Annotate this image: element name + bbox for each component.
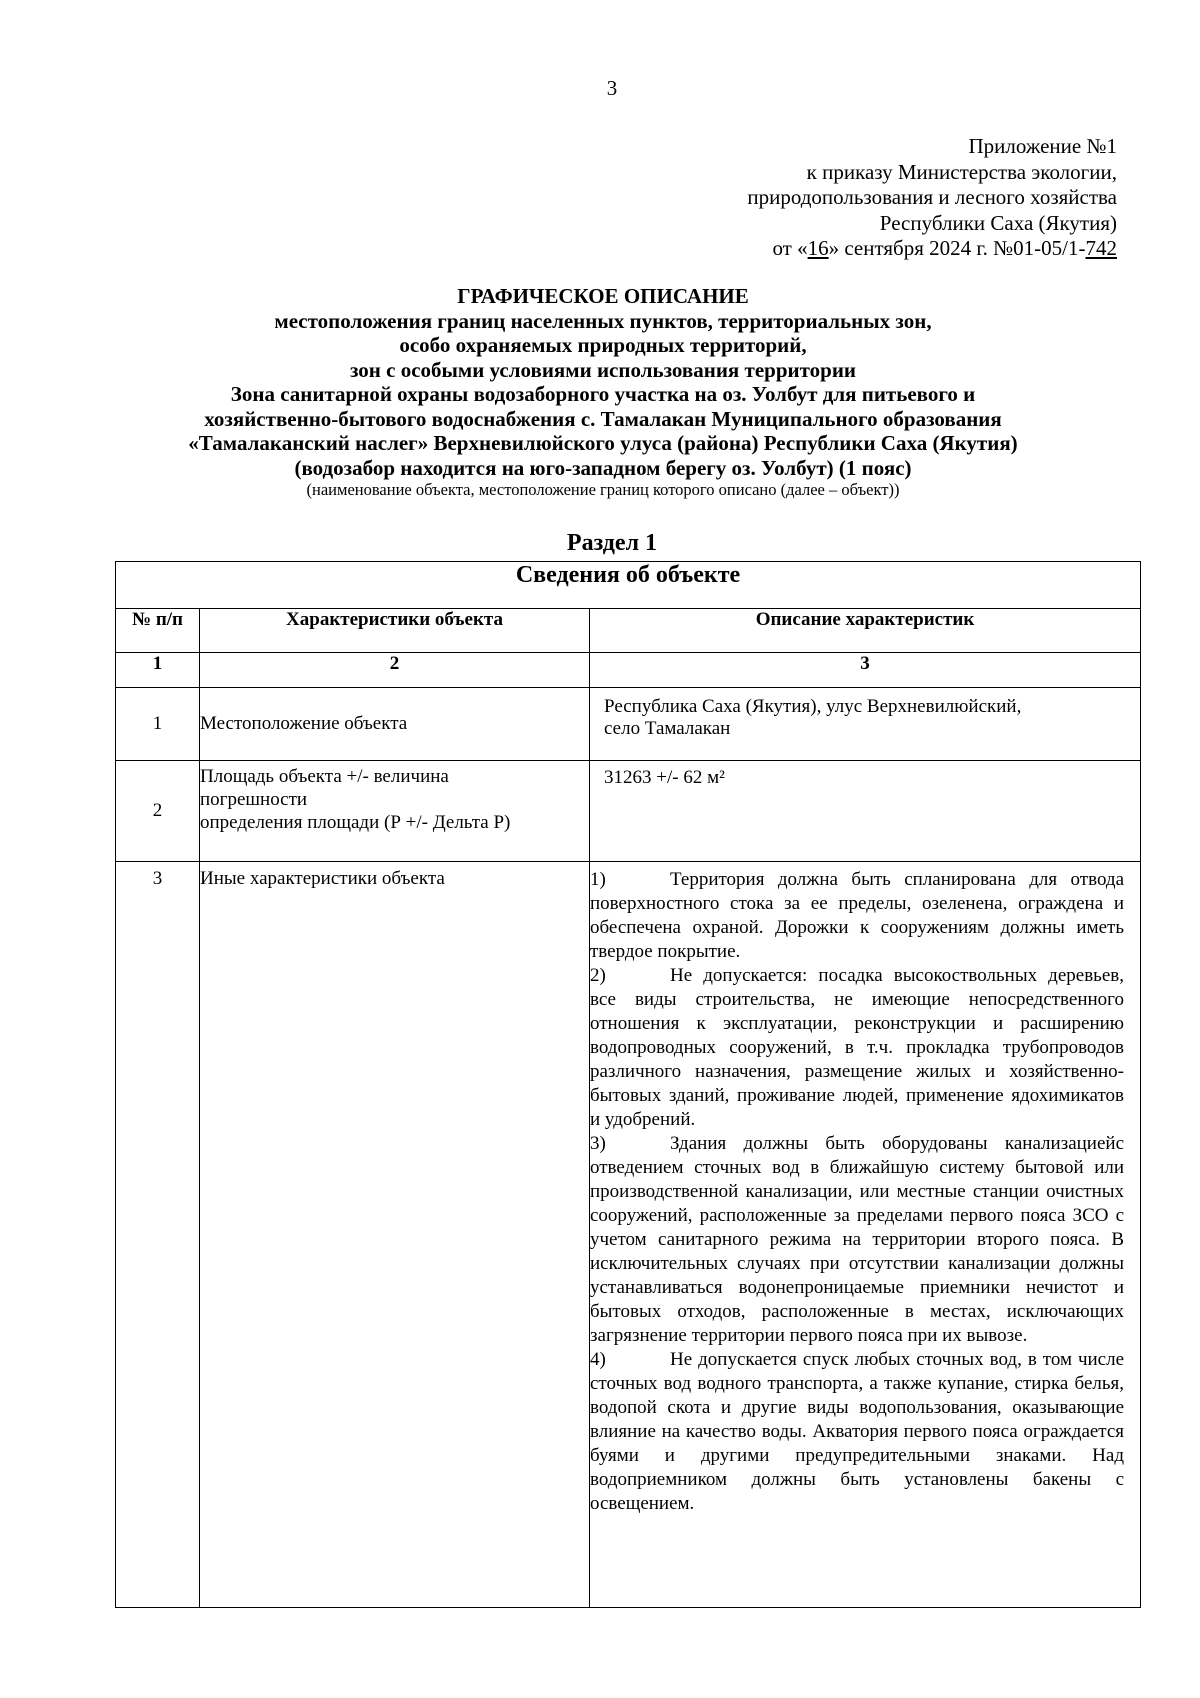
date-day: 16 bbox=[807, 236, 829, 260]
title-line: зон с особыми условиями использования территории bbox=[349, 357, 857, 382]
column-header: № п/п bbox=[116, 609, 200, 653]
section-title: Раздел 1 bbox=[566, 530, 658, 556]
appendix-line: природопользования и лесного хозяйства bbox=[747, 185, 1117, 209]
page-number: 3 bbox=[606, 76, 618, 100]
item-marker: 3) bbox=[590, 1133, 606, 1154]
title-line: особо охраняемых природных территорий, bbox=[399, 333, 807, 357]
description-cell bbox=[590, 688, 1141, 761]
object-name-line: Зона санитарной охраны водозаборного участка на оз. Уолбут для питьевого и bbox=[230, 382, 976, 406]
row-number: 1 bbox=[116, 688, 200, 761]
appendix-block bbox=[747, 134, 1117, 262]
column-header: Характеристики объекта bbox=[200, 609, 590, 653]
characteristic-cell bbox=[200, 761, 590, 862]
column-numbers-row bbox=[116, 653, 1141, 688]
date-prefix: от « bbox=[772, 236, 808, 260]
requirement-item bbox=[590, 1348, 1124, 1516]
object-name-line: хозяйственно-бытового водоснабжения с. Тамалакан Муниципального образования bbox=[204, 406, 1002, 431]
appendix-line: к приказу Министерства экологии, bbox=[806, 159, 1117, 184]
table-row bbox=[116, 862, 1141, 1608]
row-number: 2 bbox=[116, 761, 200, 862]
title-heading: ГРАФИЧЕСКОЕ ОПИСАНИЕ bbox=[457, 284, 749, 308]
column-header: Описание характеристик bbox=[590, 609, 1141, 653]
item-text: Не допускается: посадка высокоствольных деревьев, все виды строительства, не имеющие непосредственного отношения к эксплуатации, реконструкции и расширению водопроводных сооружений, в т.ч. прокладка трубопроводов различного назначения, размещение жилых и хозяйственно-бытовых зданий, проживание людей, применение ядохимикатов и удобрений. bbox=[590, 965, 1125, 1130]
date-middle: » сентября 2024 г. №01-05/1- bbox=[828, 236, 1086, 260]
requirement-item bbox=[590, 868, 1124, 964]
table-heading: Сведения об объекте bbox=[116, 562, 1141, 609]
table-header-row bbox=[116, 609, 1141, 653]
item-marker: 4) bbox=[590, 1349, 606, 1370]
item-marker: 2) bbox=[590, 965, 606, 986]
description-line: Республика Саха (Якутия), улус Верхневилюйский, bbox=[604, 696, 1022, 717]
order-number: 742 bbox=[1085, 236, 1117, 260]
item-text: Здания должны быть оборудованы канализациейс отведением сточных вод в ближайшую систему бытовой или производственной канализации, или местные станции очистных сооружений, расположенные за пределами первого пояса ЗСО с учетом санитарного режима на территории второго пояса. В исключительных случаях при отсутствии канализации должны устанавливаться водонепроницаемые приемники нечистот и бытовых отходов, расположенные в местах, исключающих загрязнение территории первого пояса при их вывозе. bbox=[590, 1133, 1125, 1346]
description-cell: 31263 +/- 62 м² bbox=[590, 761, 1141, 862]
object-name-line: «Тамалаканский наслег» Верхневилюйского улуса (района) Республики Саха (Якутия) bbox=[188, 431, 1018, 455]
item-text: Не допускается спуск любых сточных вод, в том числе сточных вод водного транспорта, а также купание, стирка белья, водопой скота и другие виды водопользования, оказывающие влияние на качество воды. Акватория первого пояса ограждается буями и другими предупредительными знаками. Над водоприемником должны быть установлены бакены с освещением. bbox=[590, 1349, 1125, 1514]
table-heading-row bbox=[116, 562, 1141, 609]
appendix-date-line bbox=[747, 236, 1117, 262]
requirement-item bbox=[590, 1132, 1124, 1348]
appendix-line: Республики Саха (Якутия) bbox=[879, 210, 1117, 235]
characteristic-cell: Иные характеристики объекта bbox=[200, 862, 590, 1608]
row-number: 3 bbox=[116, 862, 200, 1608]
requirement-item bbox=[590, 964, 1124, 1132]
characteristic-cell: Местоположение объекта bbox=[200, 688, 590, 761]
object-info-table bbox=[115, 561, 1141, 1608]
column-number: 3 bbox=[590, 653, 1141, 688]
item-marker: 1) bbox=[590, 869, 606, 890]
characteristic-line: погрешности bbox=[200, 789, 308, 810]
document-title bbox=[60, 284, 1146, 500]
characteristic-line: определения площади (Р +/- Дельта Р) bbox=[200, 812, 511, 833]
column-number: 1 bbox=[116, 653, 200, 688]
object-name-line: (водозабор находится на юго-западном берегу оз. Уолбут) (1 пояс) bbox=[294, 455, 912, 480]
column-number: 2 bbox=[200, 653, 590, 688]
description-line: село Тамалакан bbox=[604, 718, 731, 739]
title-line: местоположения границ населенных пунктов, территориальных зон, bbox=[274, 308, 932, 333]
description-cell bbox=[590, 862, 1141, 1608]
title-caption: (наименование объекта, местоположение границ которого описано (далее – объект)) bbox=[306, 480, 900, 499]
item-text: Территория должна быть спланирована для отвода поверхностного стока за ее пределы, озеленена, ограждена и обеспечена охраной. Дорожки к сооружениям должны иметь твердое покрытие. bbox=[590, 869, 1125, 962]
appendix-line: Приложение №1 bbox=[968, 134, 1117, 158]
table-row bbox=[116, 688, 1141, 761]
characteristic-line: Площадь объекта +/- величина bbox=[200, 766, 449, 787]
table-row bbox=[116, 761, 1141, 862]
